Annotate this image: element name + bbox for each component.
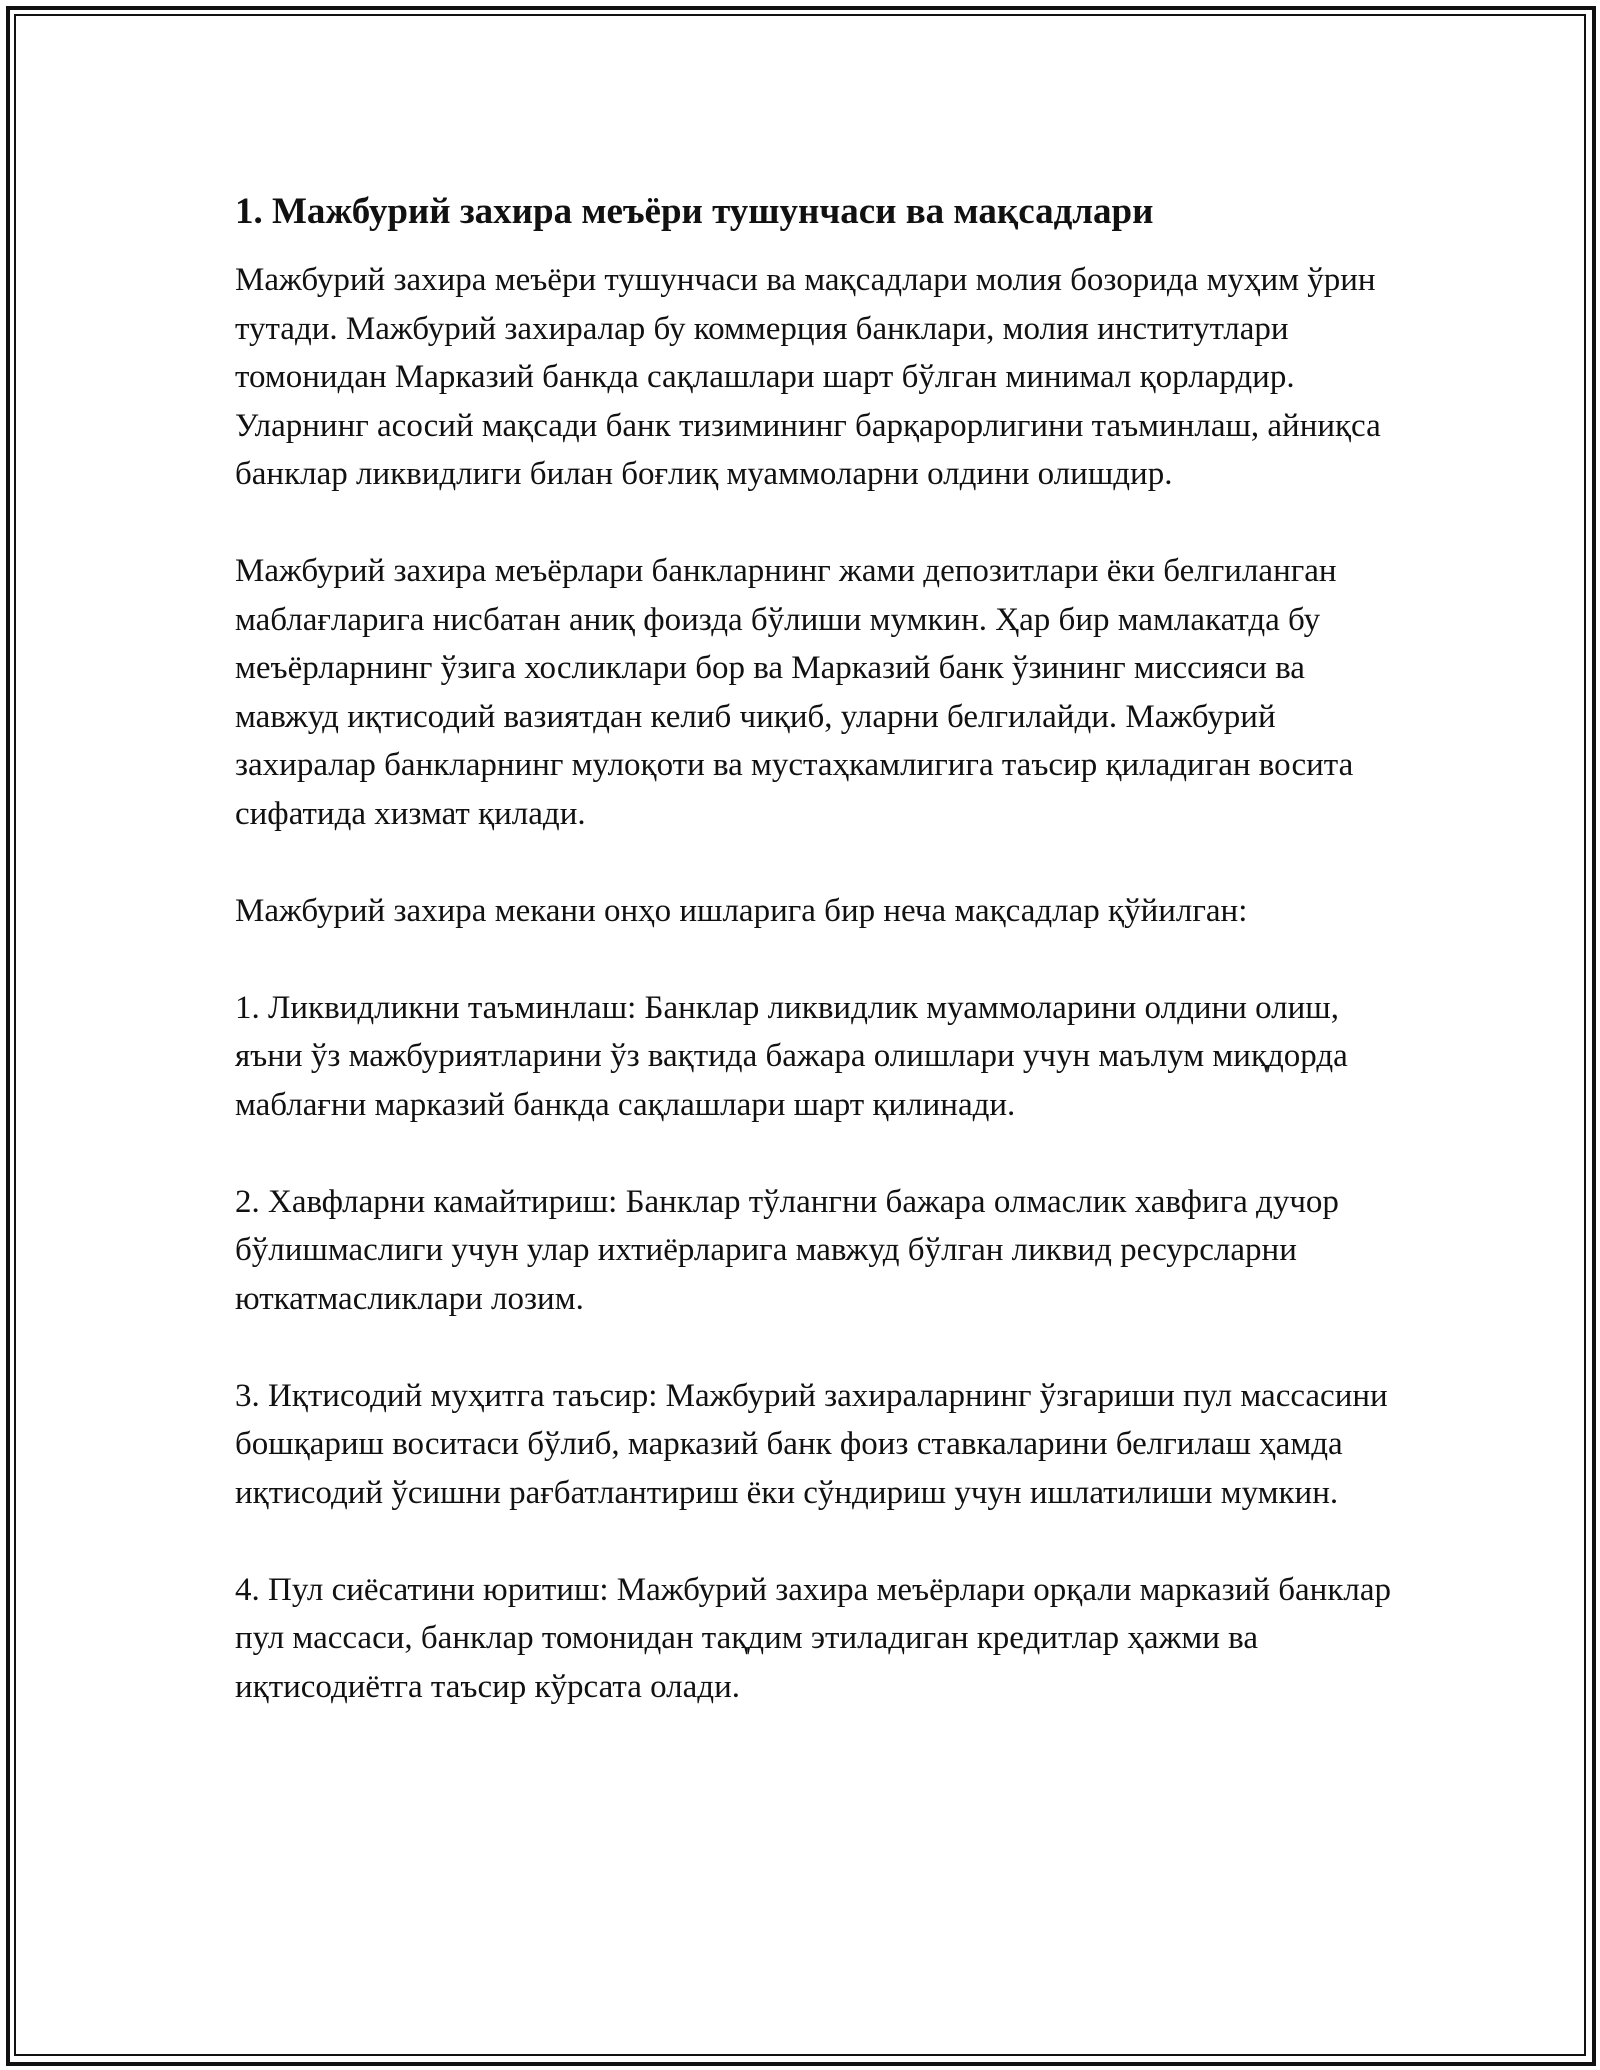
document-body — [235, 180, 1395, 1760]
list-item-economy: 3. Иқтисодий муҳитга таъсир: Мажбурий захираларнинг ўзгариши пул массасини бошқариш воситаси бўлиб, марказий банк фоиз ставкаларини белгилаш ҳамда иқтисодий ўсишни рағбатлантириш ёки сўндириш учун ишлатилиши мумкин. — [235, 1377, 1388, 1511]
list-item-monetary-policy: 4. Пул сиёсатини юритиш: Мажбурий захира меъёрлари орқали марказий банклар пул массаси, банклар томонидан тақдим этиладиган кредитлар ҳажми ва иқтисодиётга таъсир кўрсата олади. — [235, 1571, 1391, 1705]
paragraph-goals-lead: Мажбурий захира мекани онҳо ишларига бир неча мақсадлар қўйилган: — [235, 892, 1248, 929]
paragraph-intro: Мажбурий захира меъёри тушунчаси ва мақсадлари молия бозорида муҳим ўрин тутади. Мажбурий захиралар бу коммерция банклари, молия институтлари томонидан Марказий банкда сақлашлари шарт бўлган минимал қорлардир. Уларнинг асосий мақсади банк тизимининг барқарорлигини таъминлаш, айниқса банклар ликвидлиги билан боғлиқ муаммоларни олдини олишдир. — [235, 262, 1381, 493]
section-heading: 1. Мажбурий захира меъёри тушунчаси ва мақсадлари — [235, 191, 1154, 232]
list-item-liquidity: 1. Ликвидликни таъминлаш: Банклар ликвидлик муаммоларини олдини олиш, яъни ўз мажбуриятларини ўз вақтида бажара олишлари учун маълум миқдорда маблағни марказий банкда сақлашлари шарт қилинади. — [235, 989, 1348, 1123]
list-item-risk: 2. Хавфларни камайтириш: Банклар тўлангни бажара олмаслик хавфига дучор бўлишмаслиги учун улар ихтиёрларига мавжуд бўлган ликвид ресурсларни юткатмасликлари лозим. — [235, 1183, 1339, 1317]
paragraph-norms: Мажбурий захира меъёрлари банкларнинг жами депозитлари ёки белгиланган маблағларига нисбатан аниқ фоизда бўлиши мумкин. Ҳар бир мамлакатда бу меъёрларнинг ўзига хосликлари бор ва Марказий банк ўзининг миссияси ва мавжуд иқтисодий вазиятдан келиб чиқиб, уларни белгилайди. Мажбурий захиралар банкларнинг мулоқоти ва мустаҳкамлигига таъсир қиладиган восита сифатида хизмат қилади. — [235, 553, 1354, 832]
